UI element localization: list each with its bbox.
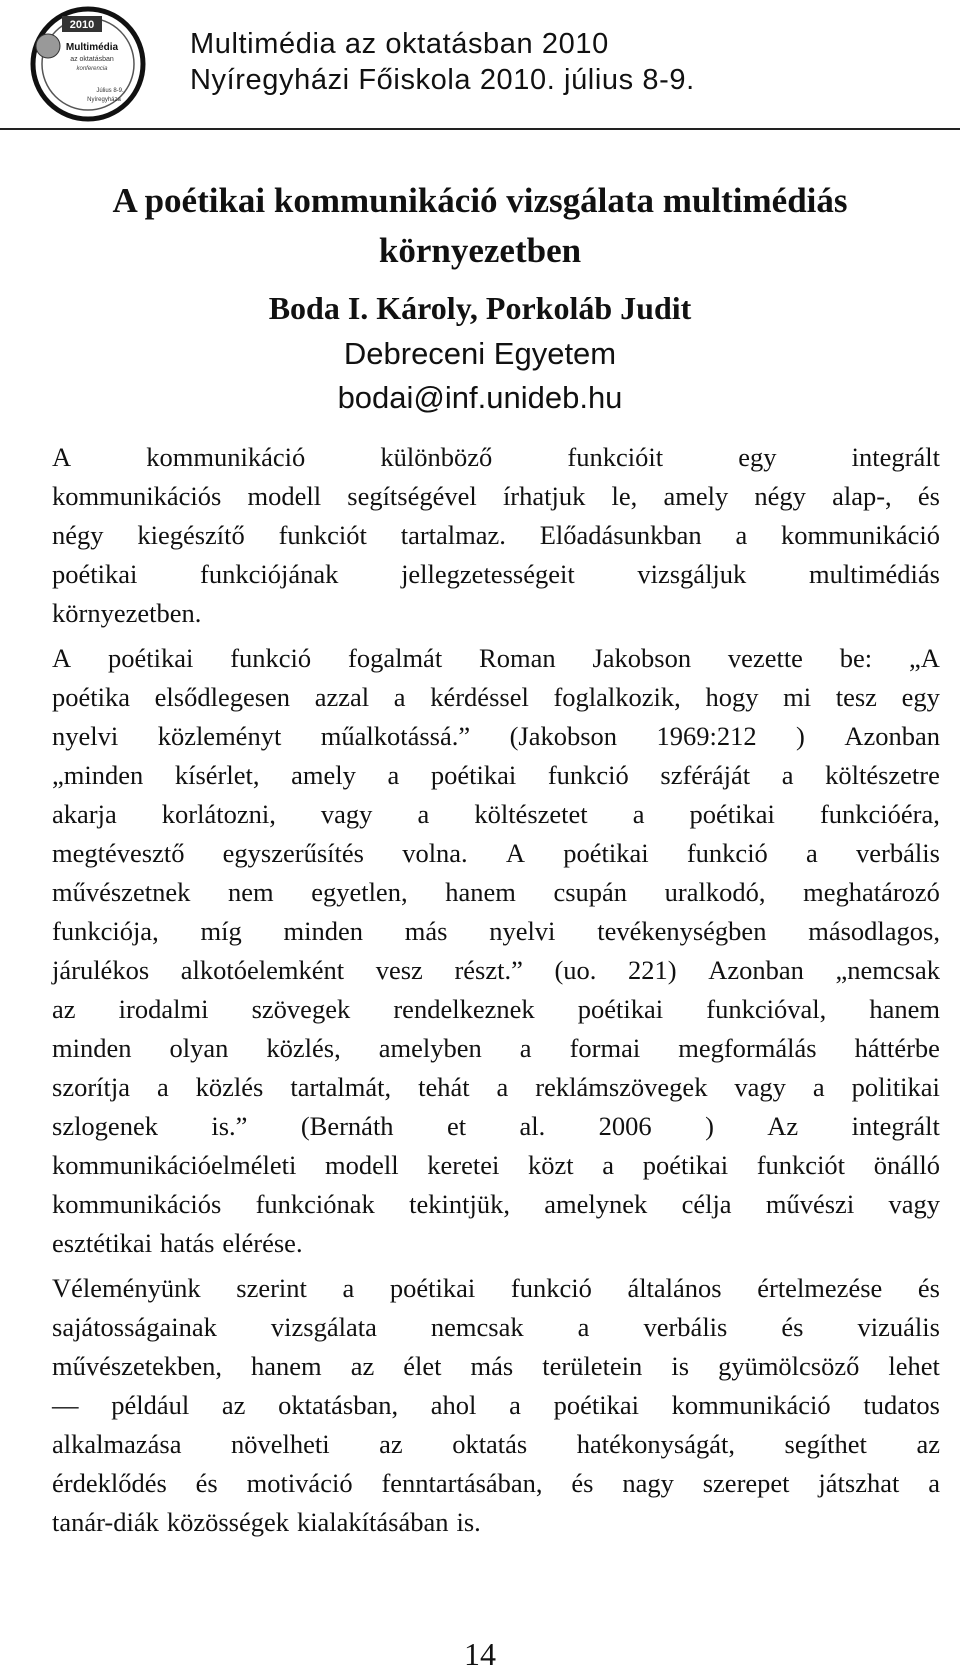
word: és (195, 1468, 218, 1498)
word: integrált (851, 442, 940, 472)
word: tehát (418, 1072, 470, 1102)
word: szerepet (702, 1468, 790, 1498)
word: a (602, 1150, 615, 1180)
word: a (519, 1033, 532, 1063)
word: és (917, 481, 940, 511)
word: a (577, 1312, 590, 1342)
word: funkció (547, 760, 629, 790)
word: a (812, 1072, 825, 1102)
word: A (52, 442, 72, 472)
text-line (52, 1224, 940, 1263)
paragraph (52, 438, 940, 633)
text-line (52, 1029, 940, 1068)
conference-logo (30, 6, 146, 122)
word: másodlagos, (808, 916, 940, 946)
conference-venue-date: Nyíregyházi Főiskola 2010. július 8-9. (190, 64, 695, 96)
paper-authors: Boda I. Károly, Porkoláb Judit (268, 290, 692, 326)
word: ) (796, 721, 805, 751)
word: jellegzetességeit (401, 559, 575, 589)
word: 1969:212 (656, 721, 757, 751)
word: lehet (888, 1351, 940, 1381)
text-line (52, 873, 940, 912)
word: a (632, 799, 645, 829)
word: mi (783, 682, 812, 712)
word: Véleményünk (52, 1273, 201, 1303)
author-affiliation (0, 332, 960, 420)
word: funkciója, (52, 916, 159, 946)
svg-text:Július 8-9.: Július 8-9. (96, 88, 124, 94)
word: — (52, 1390, 79, 1420)
text-line (52, 1425, 940, 1464)
text-line (52, 1347, 940, 1386)
word: et (446, 1111, 467, 1141)
word: a (509, 1390, 521, 1420)
header-divider (0, 128, 960, 130)
text-line (52, 1386, 940, 1425)
text-line (52, 1185, 940, 1224)
word: funkcióit (567, 442, 664, 472)
word: más (404, 916, 448, 946)
word: poétika (52, 682, 130, 712)
word: célja (681, 1189, 732, 1219)
word: vizsgáljuk (637, 559, 747, 589)
word: poétikai (642, 1150, 729, 1180)
word: hogy (705, 682, 759, 712)
word: közlés, (266, 1033, 341, 1063)
word: olyan (169, 1033, 229, 1063)
word: be: (839, 643, 873, 673)
word: játszhat (818, 1468, 900, 1498)
word: fenntartásában, (381, 1468, 543, 1498)
word: esztétikai (52, 1228, 153, 1258)
word: (Bernáth (300, 1111, 394, 1141)
word: „nemcsak (835, 955, 940, 985)
word: formai (569, 1033, 641, 1063)
word: értelmezése (757, 1273, 883, 1303)
word: ahol (430, 1390, 477, 1420)
svg-text:Multimédia: Multimédia (65, 42, 119, 53)
word: multimédiás (808, 559, 940, 589)
word: a (417, 799, 430, 829)
word: funkciót (278, 520, 367, 550)
word: kommunikációelméleti (52, 1150, 297, 1180)
word: kommunikációs (52, 1189, 222, 1219)
svg-text:2010: 2010 (69, 19, 95, 31)
word: funkcióval, (706, 994, 827, 1024)
word: uralkodó, (664, 877, 766, 907)
word: 2006 (598, 1111, 652, 1141)
text-line (52, 990, 940, 1029)
word: négy (754, 481, 806, 511)
word: művészetnek (52, 877, 191, 907)
text-line (52, 1146, 940, 1185)
word: alkalmazása (52, 1429, 182, 1459)
word: közösségek (166, 1507, 289, 1537)
word: korlátozni, (161, 799, 276, 829)
word: művészi (765, 1189, 855, 1219)
word: kommunikációs (52, 481, 222, 511)
word: 221) (628, 955, 677, 985)
word: poétikai (389, 1273, 476, 1303)
word: ) (705, 1111, 714, 1141)
word: csupán (553, 877, 628, 907)
word: egy (738, 442, 777, 472)
word: vagy (734, 1072, 786, 1102)
word: vezette (727, 643, 803, 673)
word: önálló (873, 1150, 940, 1180)
word: megformálás (678, 1033, 817, 1063)
word: funkciót (756, 1150, 846, 1180)
word: (Jakobson (509, 721, 618, 751)
word: más (470, 1351, 514, 1381)
word: funkció (510, 1273, 592, 1303)
word: hatás (160, 1228, 215, 1258)
word: például (111, 1390, 190, 1420)
word: kiegészítő (137, 520, 245, 550)
word: az (916, 1429, 940, 1459)
word: A (505, 838, 526, 868)
word: foglalkozik, (553, 682, 681, 712)
text-line (52, 678, 940, 717)
word: sajátosságainak (52, 1312, 217, 1342)
word: segíthet (784, 1429, 867, 1459)
word: alap-, (832, 481, 892, 511)
word: funkcióéra, (819, 799, 940, 829)
text-line (52, 438, 940, 477)
word: nyelvi (52, 721, 119, 751)
word: és (571, 1468, 594, 1498)
svg-text:az oktatásban: az oktatásban (70, 56, 114, 63)
word: keretei (427, 1150, 500, 1180)
word: poétikai (563, 838, 649, 868)
word: növelheti (231, 1429, 330, 1459)
word: amely (291, 760, 356, 790)
word: minden (283, 916, 363, 946)
word: a (496, 1072, 509, 1102)
word: egyetlen, (311, 877, 408, 907)
word: Az (767, 1111, 799, 1141)
text-line (52, 1107, 940, 1146)
text-line (52, 1269, 940, 1308)
abstract-body (52, 438, 940, 1542)
institution: Debreceni Egyetem (343, 336, 617, 371)
word: tartalmát, (290, 1072, 392, 1102)
word: költészetre (825, 760, 940, 790)
word: funkciójának (200, 559, 339, 589)
word: oktatásban, (278, 1390, 399, 1420)
word: „minden (52, 760, 144, 790)
word: kommunikáció (146, 442, 306, 472)
word: akarja (52, 799, 117, 829)
word: tesz (835, 682, 877, 712)
page-number: 14 (464, 1636, 496, 1672)
text-line (52, 834, 940, 873)
word: szlogenek (52, 1111, 158, 1141)
word: azzal (314, 682, 370, 712)
word: nemcsak (430, 1312, 524, 1342)
word: funkció (230, 643, 312, 673)
word: integrált (851, 1111, 940, 1141)
word: A (52, 643, 72, 673)
word: le, (611, 481, 638, 511)
paragraph (52, 639, 940, 1263)
word: élet (403, 1351, 442, 1381)
word: érdeklődés (52, 1468, 167, 1498)
word: poétikai (689, 799, 775, 829)
word: amelynek (544, 1189, 648, 1219)
word: elérése. (222, 1228, 303, 1258)
word: területein (542, 1351, 643, 1381)
word: poétikai (52, 559, 138, 589)
word: a (928, 1468, 940, 1498)
text-line (52, 1068, 940, 1107)
word: és (781, 1312, 804, 1342)
word: tekintjük, (409, 1189, 510, 1219)
word: amely (663, 481, 729, 511)
word: szövegek (251, 994, 351, 1024)
word: a (393, 682, 406, 712)
word: művészetekben, (52, 1351, 222, 1381)
word: motiváció (246, 1468, 353, 1498)
word: verbális (856, 838, 940, 868)
word: járulékos (52, 955, 150, 985)
word: közleményt (157, 721, 282, 751)
word: is. (456, 1507, 481, 1537)
word: kommunikáció (781, 520, 940, 550)
text-line (52, 1308, 940, 1347)
word: poétikai (553, 1390, 639, 1420)
word: poétikai (107, 643, 194, 673)
word: a (342, 1273, 355, 1303)
word: gyümölcsöző (718, 1351, 860, 1381)
word: részt.” (454, 955, 523, 985)
word: írhatjuk (502, 481, 586, 511)
word: „A (909, 643, 940, 673)
text-line (52, 594, 940, 633)
word: környezetben. (52, 598, 202, 628)
word: míg (200, 916, 242, 946)
author-email: bodai@inf.unideb.hu (337, 380, 623, 415)
word: alkotóelemként (180, 955, 345, 985)
word: egy (901, 682, 940, 712)
word: vagy (888, 1189, 940, 1219)
word: minden (52, 1033, 132, 1063)
word: a (387, 760, 400, 790)
word: általános (627, 1273, 722, 1303)
word: elsődlegesen (154, 682, 291, 712)
word: kísérlet, (174, 760, 260, 790)
text-line (52, 639, 940, 678)
text-line (52, 912, 940, 951)
text-line (52, 477, 940, 516)
word: irodalmi (118, 994, 209, 1024)
word: az (52, 994, 76, 1024)
word: közlés (195, 1072, 264, 1102)
word: kérdéssel (430, 682, 529, 712)
word: reklámszövegek (535, 1072, 708, 1102)
word: volna. (402, 838, 468, 868)
text-line (52, 516, 940, 555)
word: Azonban (844, 721, 940, 751)
word: poétikai (430, 760, 517, 790)
conference-name: Multimédia az oktatásban 2010 (190, 28, 609, 60)
word: nyelvi (489, 916, 556, 946)
word: megtévesztő (52, 838, 185, 868)
word: a (735, 520, 748, 550)
word: az (379, 1429, 403, 1459)
word: vizsgálata (270, 1312, 377, 1342)
word: hanem (445, 877, 516, 907)
word: tanár-diák (52, 1507, 159, 1537)
word: a (806, 838, 818, 868)
paper-title (0, 176, 960, 276)
title-line: környezetben (378, 231, 582, 270)
text-line (52, 1503, 940, 1542)
word: al. (519, 1111, 546, 1141)
paragraph (52, 1269, 940, 1542)
word: kommunikáció (671, 1390, 831, 1420)
word: és (917, 1273, 940, 1303)
word: vesz (375, 955, 423, 985)
word: az (350, 1351, 375, 1381)
word: funkciónak (255, 1189, 375, 1219)
text-line (52, 717, 940, 756)
word: Azonban (708, 955, 804, 985)
text-line (52, 555, 940, 594)
word: szféráját (660, 760, 751, 790)
word: nem (227, 877, 274, 907)
word: Jakobson (592, 643, 692, 673)
word: hatékonyságát, (576, 1429, 735, 1459)
svg-text:Nyíregyháza: Nyíregyháza (87, 97, 121, 103)
word: hanem (869, 994, 940, 1024)
word: amelyben (378, 1033, 482, 1063)
text-line (52, 951, 940, 990)
word: (uo. (554, 955, 597, 985)
text-line (52, 1464, 940, 1503)
word: oktatás (452, 1429, 528, 1459)
word: tudatos (863, 1390, 940, 1420)
word: verbális (643, 1312, 728, 1342)
word: Előadásunkban (539, 520, 702, 550)
word: fogalmát (348, 643, 443, 673)
word: a (781, 760, 794, 790)
word: műalkotássá.” (320, 721, 471, 751)
word: egyszerűsítés (222, 838, 364, 868)
word: meghatározó (803, 877, 940, 907)
word: is.” (211, 1111, 248, 1141)
word: Roman (479, 643, 556, 673)
svg-text:konferencia: konferencia (76, 66, 108, 72)
conference-header (190, 26, 695, 98)
word: négy (52, 520, 104, 550)
word: közt (528, 1150, 574, 1180)
word: szerint (236, 1273, 307, 1303)
word: vagy (320, 799, 373, 829)
word: modell (247, 481, 322, 511)
word: kialakításában (296, 1507, 449, 1537)
word: politikai (851, 1072, 940, 1102)
word: különböző (380, 442, 493, 472)
word: hanem (251, 1351, 322, 1381)
word: tevékenységben (597, 916, 767, 946)
word: funkció (686, 838, 768, 868)
word: nagy (622, 1468, 674, 1498)
word: segítségével (347, 481, 477, 511)
title-line: A poétikai kommunikáció vizsgálata multimédiás (112, 181, 848, 220)
word: háttérbe (854, 1033, 940, 1063)
word: rendelkeznek (393, 994, 535, 1024)
text-line (52, 795, 940, 834)
word: poétikai (577, 994, 664, 1024)
word: vizuális (857, 1312, 940, 1342)
word: az (221, 1390, 246, 1420)
word: költészetet (474, 799, 588, 829)
word: a (156, 1072, 169, 1102)
word: is (671, 1351, 690, 1381)
word: modell (324, 1150, 399, 1180)
word: tartalmaz. (400, 520, 506, 550)
word: szorítja (52, 1072, 130, 1102)
text-line (52, 756, 940, 795)
